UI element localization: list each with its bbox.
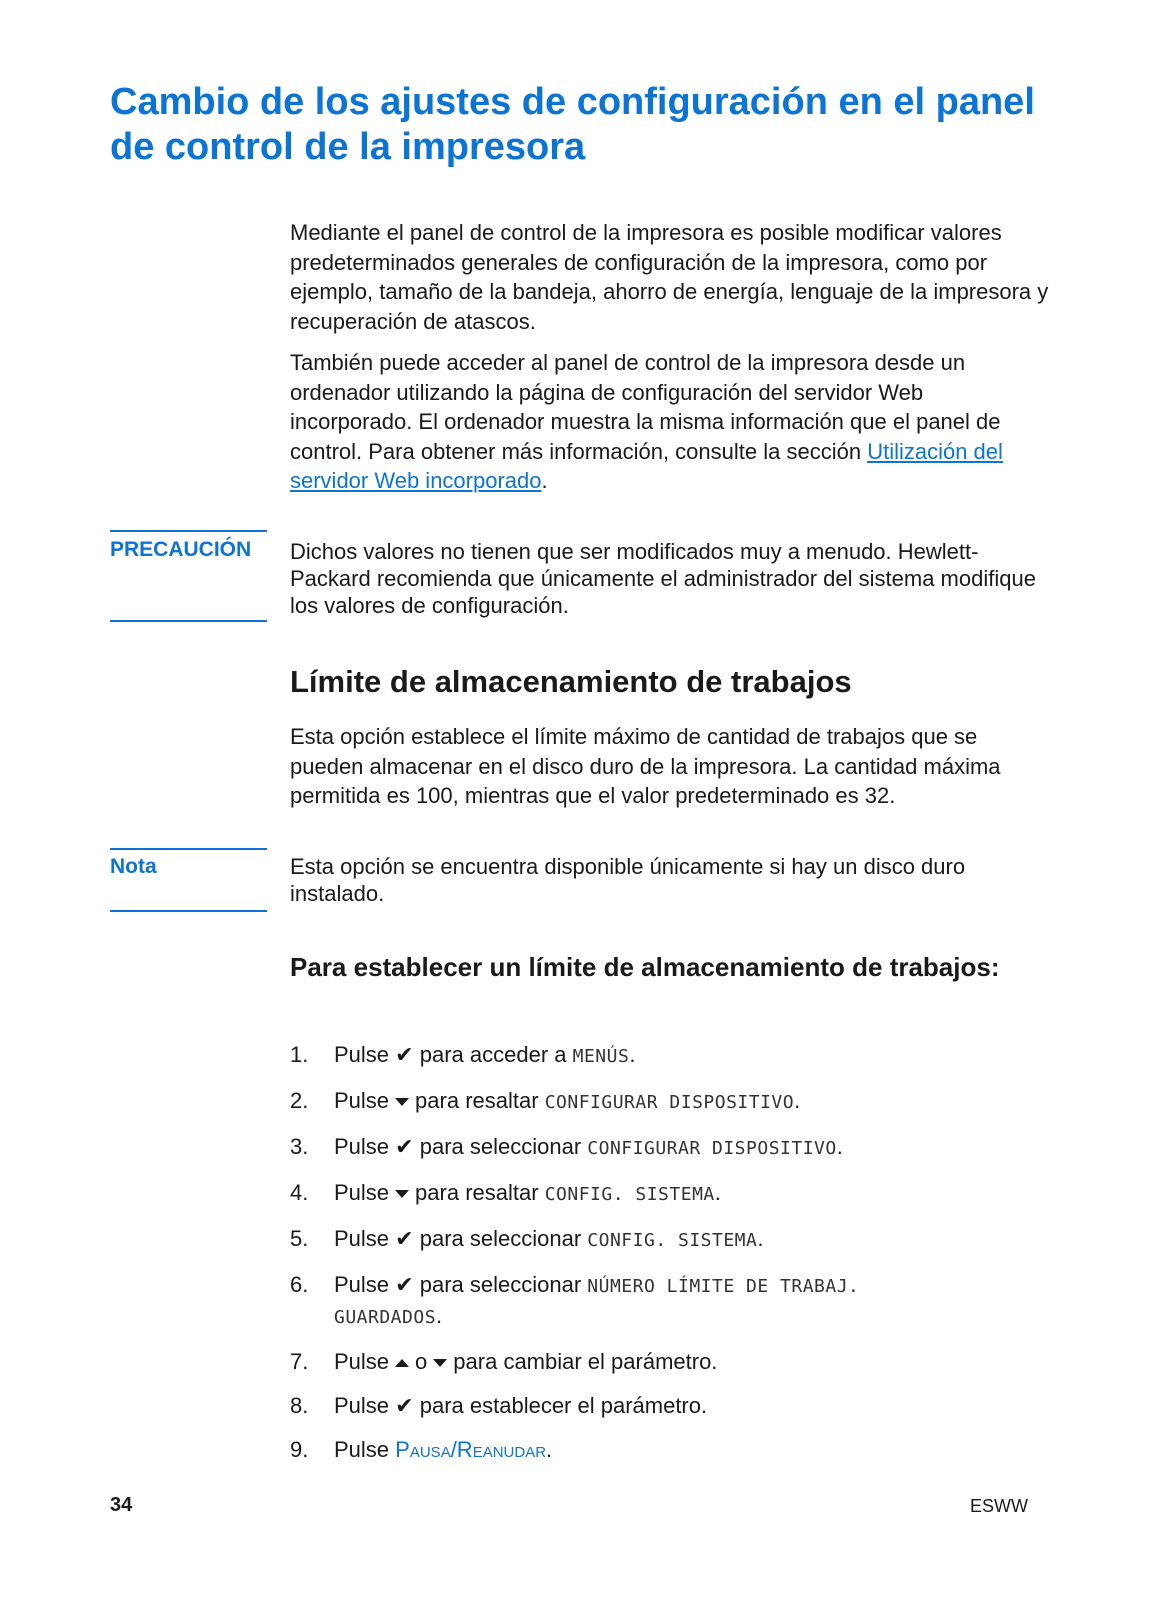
web-server-link[interactable]: Utilización del servidor Web incorporado xyxy=(290,438,1003,493)
section-body xyxy=(290,722,1050,811)
step-number: 9. xyxy=(290,1437,309,1462)
down-arrow-icon xyxy=(433,1359,447,1367)
step-1: 1. Pulse ✔ para acceder a MENÚS. xyxy=(290,1040,1050,1071)
section-heading: Límite de almacenamiento de trabajos xyxy=(290,664,852,699)
step-2: 2. Pulse para resaltar CONFIGURAR DISPOSITIVO. xyxy=(290,1086,1050,1117)
step-7 xyxy=(290,1347,1050,1376)
pulse-word: Pulse xyxy=(334,1180,390,1205)
intro-paragraph-2 xyxy=(290,348,1050,496)
check-icon: ✔ xyxy=(395,1226,414,1251)
down-arrow-icon xyxy=(395,1098,409,1106)
caution-top-rule xyxy=(110,530,267,532)
caution-block xyxy=(290,538,1050,619)
step-action: para establecer el parámetro. xyxy=(419,1393,708,1418)
lcd-text: NÚMERO LÍMITE DE TRABAJ. xyxy=(587,1276,860,1297)
page-number: 34 xyxy=(110,1494,133,1516)
step-5: 5. Pulse ✔ para seleccionar CONFIG. SISTEMA. xyxy=(290,1224,1050,1255)
step-action: para resaltar xyxy=(415,1180,539,1205)
pulse-word: Pulse xyxy=(334,1088,390,1113)
step-number: 4. xyxy=(290,1180,309,1205)
step-9: 9. Pulse Pausa/Reanudar. xyxy=(290,1437,553,1462)
step-number: 1. xyxy=(290,1042,309,1067)
intro-paragraph-2-end: . xyxy=(541,468,548,493)
step-4: 4. Pulse para resaltar CONFIG. SISTEMA. xyxy=(290,1178,1050,1209)
check-icon: ✔ xyxy=(395,1393,414,1418)
pause-resume-button-label: Pausa/Reanudar xyxy=(395,1437,547,1462)
pulse-word: Pulse xyxy=(334,1134,390,1159)
note-block xyxy=(290,853,1050,907)
lcd-text: CONFIG. SISTEMA xyxy=(587,1230,758,1251)
note-bottom-rule xyxy=(110,910,267,912)
pulse-word: Pulse xyxy=(334,1349,390,1374)
down-arrow-icon xyxy=(395,1190,409,1198)
pulse-word: Pulse xyxy=(334,1042,390,1067)
check-icon: ✔ xyxy=(395,1272,414,1297)
step-number: 2. xyxy=(290,1088,309,1113)
procedure-steps xyxy=(290,1040,1050,1479)
intro-section xyxy=(290,218,1050,496)
procedure-heading: Para establecer un límite de almacenamiento de trabajos: xyxy=(290,952,1000,982)
step-number: 5. xyxy=(290,1226,309,1251)
step-3: 3. Pulse ✔ para seleccionar CONFIGURAR DISPOSITIVO. xyxy=(290,1132,1050,1163)
footer-code: ESWW xyxy=(970,1496,1028,1516)
step-number: 7. xyxy=(290,1349,309,1374)
caution-text: Dichos valores no tienen que ser modificados muy a menudo. Hewlett-Packard recomienda que únicamente el administrador del sistema modifique los valores de configuración. xyxy=(290,539,1036,618)
step-number: 6. xyxy=(290,1272,309,1297)
step-action: para seleccionar xyxy=(419,1272,582,1297)
note-top-rule xyxy=(110,848,267,850)
check-icon: ✔ xyxy=(395,1134,414,1159)
lcd-text: CONFIGURAR DISPOSITIVO xyxy=(544,1092,795,1113)
step-action: para acceder a xyxy=(419,1042,567,1067)
step-action: para cambiar el parámetro. xyxy=(453,1349,718,1374)
intro-paragraph-1: Mediante el panel de control de la impresora es posible modificar valores predeterminados generales de configuración de la impresora, como por ejemplo, tamaño de la bandeja, ahorro de energía, lenguaje de la impresora y recuperación de atascos. xyxy=(290,220,1049,334)
note-text: Esta opción se encuentra disponible únicamente si hay un disco duro instalado. xyxy=(290,854,966,906)
caution-bottom-rule xyxy=(110,620,267,622)
up-arrow-icon xyxy=(395,1359,409,1367)
note-label: Nota xyxy=(110,855,157,878)
step-number: 8. xyxy=(290,1393,309,1418)
pulse-word: Pulse xyxy=(334,1226,390,1251)
lcd-text-continued: GUARDADOS xyxy=(334,1307,437,1328)
section-text: Esta opción establece el límite máximo de cantidad de trabajos que se pueden almacenar en el disco duro de la impresora. La cantidad máxima permitida es 100, mientras que el valor predeterminado es 32. xyxy=(290,724,1001,808)
step-6: 6. Pulse ✔ para seleccionar NÚMERO LÍMITE DE TRABAJ. GUARDADOS. xyxy=(290,1270,1050,1332)
pulse-word: Pulse xyxy=(334,1272,390,1297)
check-icon: ✔ xyxy=(395,1042,414,1067)
pulse-word: Pulse xyxy=(334,1393,390,1418)
lcd-text: MENÚS xyxy=(572,1046,630,1067)
step-8 xyxy=(290,1391,1050,1420)
or-word: o xyxy=(415,1349,428,1374)
lcd-text: CONFIGURAR DISPOSITIVO xyxy=(587,1138,837,1159)
step-action: para seleccionar xyxy=(419,1134,582,1159)
intro-paragraph-2-text: También puede acceder al panel de control de la impresora desde un ordenador utilizando la página de configuración del servidor Web incorporado. El ordenador muestra la misma información que el panel de control. Para obtener más información, consulte la sección xyxy=(290,350,1001,464)
step-number: 3. xyxy=(290,1134,309,1159)
caution-label: PRECAUCIÓN xyxy=(110,538,252,561)
pulse-word: Pulse xyxy=(334,1437,390,1462)
step-action: para seleccionar xyxy=(419,1226,582,1251)
step-action: para resaltar xyxy=(415,1088,539,1113)
lcd-text: CONFIG. SISTEMA xyxy=(544,1184,715,1205)
page-title: Cambio de los ajustes de configuración en el panel de control de la impresora xyxy=(110,81,1035,168)
